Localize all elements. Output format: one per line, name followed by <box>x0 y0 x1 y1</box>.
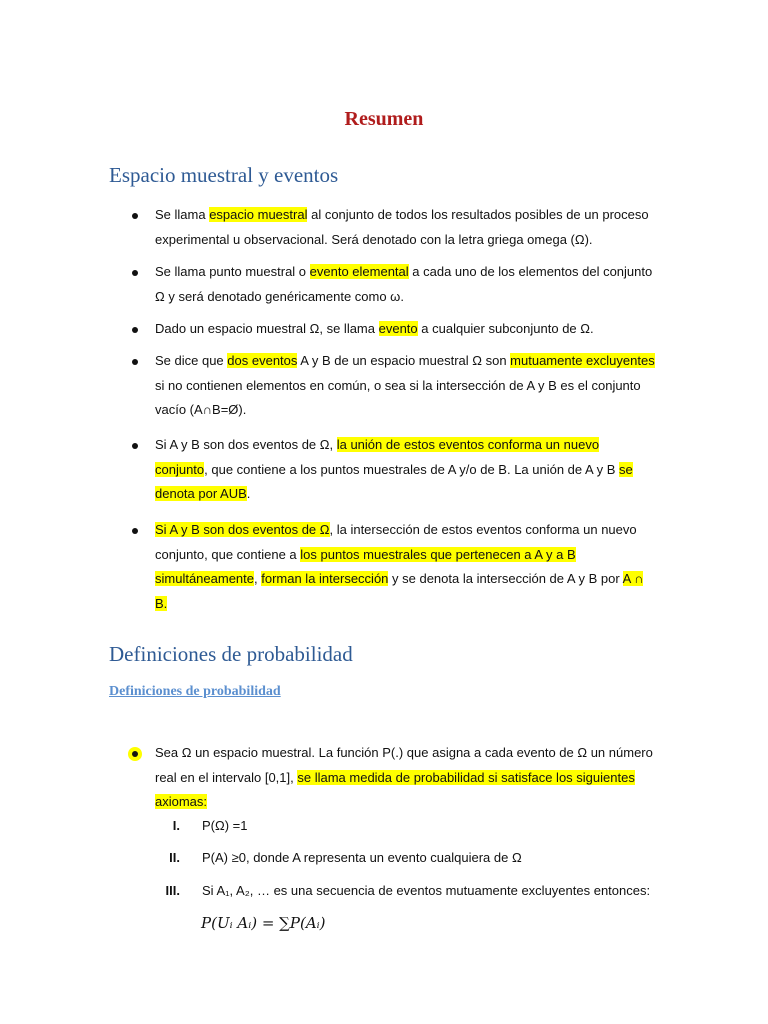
text-run: Se dice que <box>155 353 228 368</box>
text-run: a cada uno de los elementos del conjunto Ω y será denotado genéricamente como ω. <box>155 264 653 304</box>
highlighted-text: evento <box>378 321 418 336</box>
bullet-item <box>155 433 655 507</box>
text-run: y se denota la intersección de A y B por <box>388 571 623 586</box>
highlighted-text: mutuamente excluyentes <box>510 353 655 368</box>
bullet-item <box>155 518 655 616</box>
text-run: . <box>246 486 251 501</box>
bullet-marker <box>132 270 138 276</box>
highlighted-text: forman la intersección <box>261 571 389 586</box>
bullet-item <box>155 349 655 423</box>
text-run: si no contienen elementos en común, o sea si la intersección de A y B es el conjunto vacío (A∩B=Ø). <box>155 377 641 417</box>
highlighted-text: evento elemental <box>309 264 409 279</box>
axiom-text: P(A) ≥0, donde A representa un evento cualquiera de Ω <box>202 850 522 865</box>
text-run: Dado un espacio muestral Ω, se llama <box>155 321 379 336</box>
bullet-marker <box>132 443 138 449</box>
text-run: , la intersección de estos eventos conforma un nuevo conjunto, que contiene a <box>155 522 637 562</box>
text-run: , <box>254 571 262 586</box>
axiom-marker: III. <box>165 883 180 898</box>
highlighted-text: dos eventos <box>227 353 298 368</box>
text-run: Sea Ω un espacio muestral. La función P(.) que asigna a cada evento de Ω un número real en el intervalo [0,1], <box>155 745 653 785</box>
highlighted-text: A ∩ B. <box>155 571 644 611</box>
bullet-item <box>155 260 655 309</box>
axiom-marker: I. <box>172 818 180 833</box>
text-run: a cualquier subconjunto de Ω. <box>417 321 594 336</box>
text-run: al conjunto de todos los resultados posibles de un proceso experimental u observacional. Será denotado con la letra griega omega (Ω). <box>155 207 649 247</box>
text-run: Si A y B son dos eventos de Ω, <box>155 437 337 452</box>
text-run: A y B de un espacio muestral Ω son <box>297 353 511 368</box>
bullet-marker <box>132 359 138 365</box>
highlighted-text: se denota por AUB <box>155 461 633 501</box>
bullet-item <box>155 203 655 252</box>
axiom-text: P(Ω) =1 <box>202 818 248 833</box>
bullet-marker-highlighted <box>132 751 138 757</box>
highlighted-text: la unión de estos eventos conforma un nuevo conjunto <box>155 437 600 477</box>
bullet-marker <box>132 528 138 534</box>
section-heading-definiciones: Definiciones de probabilidad <box>109 642 353 666</box>
bullet-marker <box>132 327 138 333</box>
section-subheading-link[interactable]: Definiciones de probabilidad <box>109 684 281 699</box>
highlighted-text: Si A y B son dos eventos de Ω <box>155 522 330 537</box>
probability-definition-bullet <box>155 741 655 815</box>
probability-formula: P(Uᵢ Aᵢ) = ∑P(Aᵢ) <box>201 914 326 932</box>
axiom-text: Si A₁, A₂, … es una secuencia de eventos mutuamente excluyentes entonces: <box>202 883 651 898</box>
text-run: Se llama <box>155 207 210 222</box>
text-run: Se llama punto muestral o <box>155 264 310 279</box>
highlighted-text: los puntos muestrales que pertenecen a A y a B simultáneamente <box>155 546 576 586</box>
section-heading-espacio-muestral: Espacio muestral y eventos <box>109 163 339 187</box>
highlighted-text: se llama medida de probabilidad si satisface los siguientes axiomas: <box>155 769 635 809</box>
bullet-marker <box>132 213 138 219</box>
document-title: Resumen <box>344 108 424 130</box>
axiom-marker: II. <box>169 850 180 865</box>
highlighted-text: espacio muestral <box>209 207 308 222</box>
bullet-item <box>155 317 655 342</box>
text-run: , que contiene a los puntos muestrales de A y/o de B. La unión de A y B <box>204 461 619 477</box>
